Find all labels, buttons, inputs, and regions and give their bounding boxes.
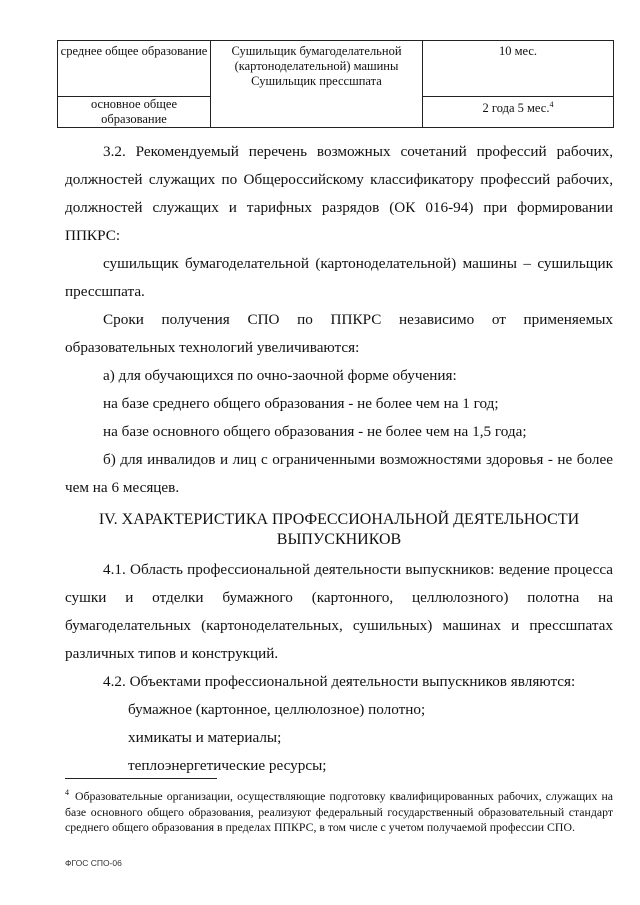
footnote-ref: 4 [549, 100, 554, 109]
object-item: химикаты и материалы; [128, 729, 282, 746]
footnote [65, 785, 613, 836]
table-row [58, 41, 614, 97]
heading-line: IV. ХАРАКТЕРИСТИКА ПРОФЕССИОНАЛЬНОЙ ДЕЯТЕЛЬНОСТИ [98, 511, 580, 528]
duration-cell [423, 97, 614, 128]
profession-combination: сушильщик бумагоделательной (картоноделательной) машины – сушильщик прессшпата. [65, 255, 613, 300]
footnote-divider [65, 778, 217, 779]
page-code: ФГОС СПО-06 [65, 858, 122, 868]
footnote-mark: 4 [65, 788, 69, 797]
paragraph-4-1: 4.1. Область профессиональной деятельности выпускников: ведение процесса сушки и отделки бумажного (картонного, целлюлозного) полотна на бумагоделательных (картоноделательных, сушильных) машинах и прессшпатах различных типов и конструкций. [65, 561, 613, 662]
education-level-cell: основное общее образование [58, 97, 211, 128]
terms-item-a: а) для обучающихся по очно-заочной форме обучения: [103, 367, 457, 384]
education-level-cell: среднее общее образование [58, 41, 211, 97]
paragraph-3-2: 3.2. Рекомендуемый перечень возможных сочетаний профессий рабочих, должностей служащих по Общероссийскому классификатору профессий рабочих, должностей служащих и тарифных разрядов (ОК 016-94) при формировании ППКРС: [65, 143, 613, 244]
terms-item-a1: на базе среднего общего образования - не более чем на 1 год; [103, 395, 499, 412]
duration-table [57, 40, 614, 128]
heading-line: ВЫПУСКНИКОВ [276, 531, 402, 548]
duration-value: 2 года 5 мес. [482, 101, 550, 115]
section-heading [65, 510, 613, 550]
footnote-text: Образовательные организации, осуществляющие подготовку квалифицированных рабочих, служащих на базе основного общего образования, реализуют федеральный государственный образовательный стандарт среднего общего образования в пределах ППКРС, в том числе с учетом получаемой профессии СПО. [65, 789, 613, 834]
terms-paragraph: Сроки получения СПО по ППКРС независимо от применяемых образовательных технологий увеличиваются: [65, 311, 613, 356]
object-item: бумажное (картонное, целлюлозное) полотно; [128, 701, 426, 718]
professions-cell: Сушильщик бумагоделательной (картоноделательной) машины Сушильщик прессшпата [211, 41, 423, 128]
paragraph-4-2: 4.2. Объектами профессиональной деятельности выпускников являются: [103, 673, 576, 690]
terms-item-b: б) для инвалидов и лиц с ограниченными возможностями здоровья - не более чем на 6 месяцев. [65, 451, 613, 496]
duration-cell: 10 мес. [423, 41, 614, 97]
object-item: теплоэнергетические ресурсы; [128, 757, 327, 774]
terms-item-a2: на базе основного общего образования - не более чем на 1,5 года; [103, 423, 527, 440]
